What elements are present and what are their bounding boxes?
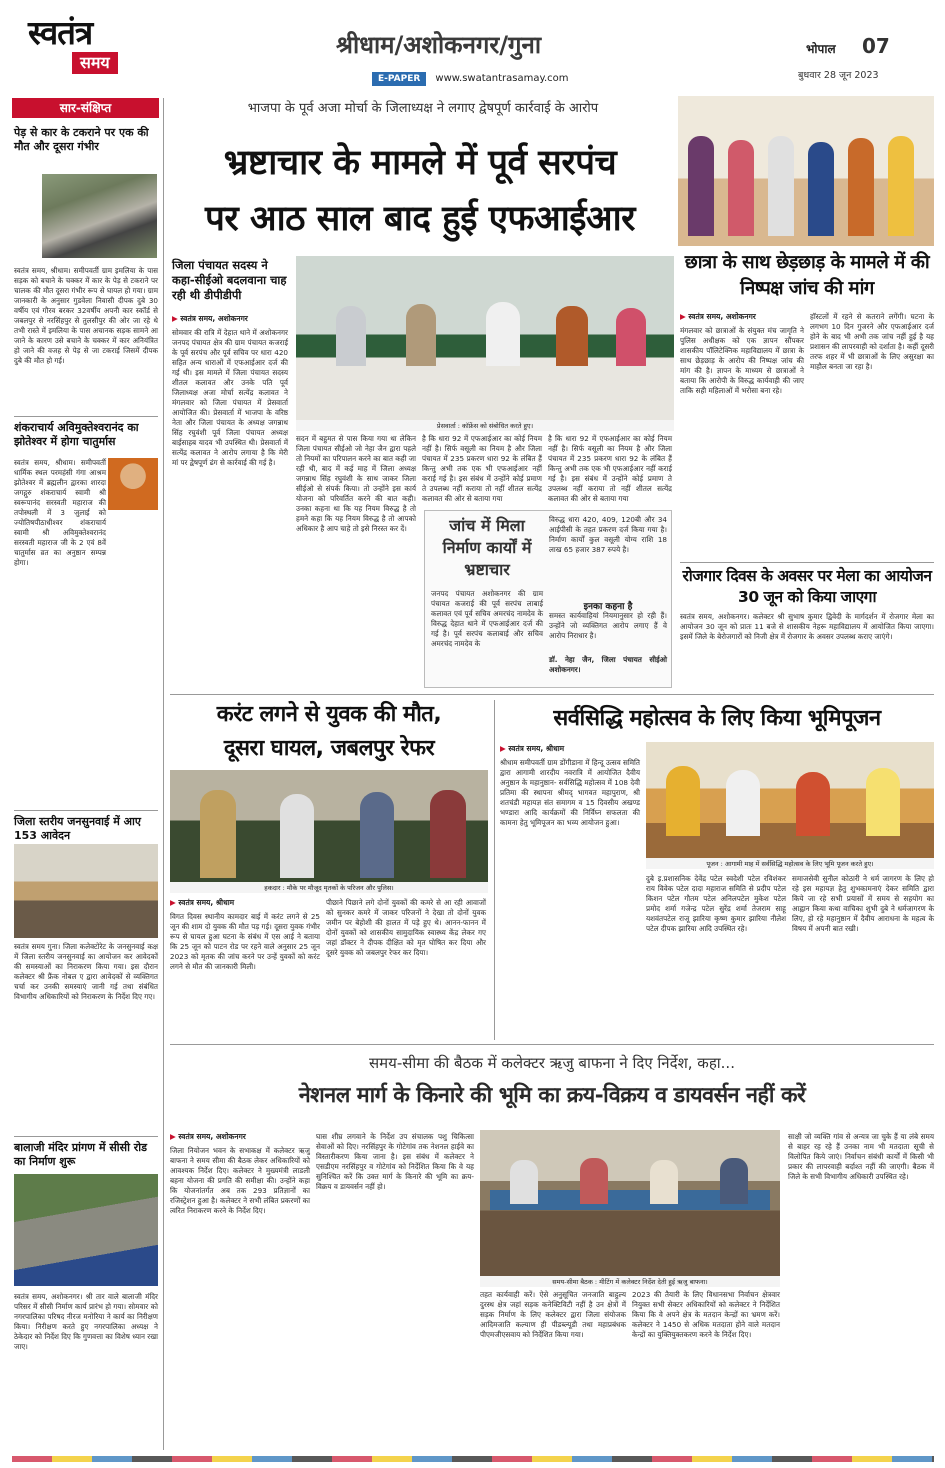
jansunwai-photo (14, 844, 158, 938)
logo-bottom-text: समय (72, 52, 118, 74)
quote-signature: डॉ. नेहा जैन, जिला पंचायत सीईओ अशोकनगर। (549, 655, 667, 674)
current-col2: पीछाने पिछाने लगे दोनों युवकों की कमरे से आ रही आवाजों को सुनकर कमरे में जाकर परिजनों ने देखा तो दोनों युवक जमीन पर बेहोशी की हालत में पड़े हुए थे। आनन-फानन में दोनों युवकों को शासकीय सामुदायिक स्वास्थ्य केंद्र लेकर गए जहां डॉक्टर ने दीपक दीक्षित को मृत घोषित कर दिया और दूसरे युवक को जबलपुर रेफर कर दिया। (326, 898, 486, 957)
city-label: भोपाल (806, 42, 836, 56)
page-info (770, 34, 920, 62)
samay-seema-col2: घास शीघ्र लगवाने के निर्देश उप संचालक पशु चिकित्सा सेवाओं को दिए। नरसिंहपुर के गोटेगांव तक नेशनल हाईवे का विस्तारीकरण किया जाना है। इस संबंध में कलेक्टर ने एसडीएम नरसिंहपुर व गोटेगांव को निर्देशित किया कि वे यह सुनिश्चित करें कि उक्त मार्ग के किनारे की भूमि का क्रय-विक्रय व डायवर्सन नहीं हो। (316, 1132, 474, 1191)
right-top-col2: हॉस्टलों में रहने से कतराने लगेंगी। घटना के लगभग 10 दिन गुजरने और एफआईआर दर्ज होने के बाद भी अभी तक जांच नहीं हुई है यह प्रशासन की लापरवाही को दर्शाता है। कहीं दूसरी तरफ शहर में भी छात्राओं के लिए असुरक्षा का माहौल बनता जा रहा है। (810, 312, 934, 371)
balaji-road-photo (14, 1174, 158, 1286)
samay-seema-col1: जिला नियोजन भवन के सभाकक्ष में कलेक्टर ऋजु बाफना ने समय सीमा की बैठक लेकर अधिकारियों को आवश्यक निर्देश दिए। कलेक्टर ने मुख्यमंत्री लाडली बहना योजना की प्रगति की समीक्षा की। उन्होंने कहा कि योजनांतर्गत अब तक 293 प्रतिज्ञानों का रजिस्ट्रेशन हुआ है। कलेक्टर ने सभी लंबित प्रकरणों का त्वरित निराकरण करने के निर्देश दिए। (170, 1146, 310, 1215)
lead-col2: सदन में बहुमत से पास किया गया था लेकिन जिला पंचायत सीईओ जो नेहा जैन द्वारा पहले तो नियमों का परिपालन करने का बात कही जा रही थी, बाद में कई माह में जिला अध्यक्ष जगन्नाथ सिंह रघुवंशी के साथ जाकर जिला सीईओ से संपर्क किया। तो उन्होंने इस कार्य योजना को परिवर्तित करने की बात कही। उनका कहना था कि यह नियम विरुद्ध है तो हमने कहा कि यह नियम विरुद्ध है तो आपको अधिकार है आप चाहे तो इसे निरस्त कर दें। (296, 434, 416, 533)
current-headline-2: दूसरा घायल, जबलपुर रेफर (223, 736, 435, 761)
samay-seema-byline: ▶ स्वतंत्र समय, अशोकनगर (170, 1132, 310, 1142)
footer-color-strip (12, 1456, 934, 1462)
lead-headline-1: भ्रष्टाचार के मामले में पूर्व सरपंच (223, 143, 617, 183)
logo-top-text: स्वतंत्र (28, 13, 93, 52)
samay-seema-col4: 2023 की तैयारी के लिए विधानसभा निर्वाचन क्षेत्रवार नियुक्त सभी सेक्टर अधिकारियों को कलेक्टर ने निर्देशित किया कि वे अपने क्षेत्र के मतदान केन्द्रों का भ्रमण करें। कलेक्टर ने 1450 से अधिक मतदाता होने वाले मतदान केन्द्रों का युक्तियुक्तकरण करने के निर्देश दिए। (632, 1290, 780, 1339)
sidebar-divider (163, 98, 164, 1450)
samay-seema-kicker: समय-सीमा की बैठक में कलेक्टर ऋजु बाफना ने दिए निर्देश, कहा... (369, 1054, 735, 1072)
shankaracharya-photo (108, 458, 158, 510)
epaper-label: E-PAPER (372, 72, 426, 86)
sidebar-header: सार-संक्षिप्त (12, 98, 159, 118)
lead-col1: सोमवार की रात्रि में देहात थाने में अशोकनगर जनपद पंचायत क्षेत्र की ग्राम पंचायत कजराई के पूर्व सरपंच और पूर्व सचिव पर धारा 420 सहित अन्य धाराओं में एफआईआर दर्ज की गई थी। इस मामले में जिला पंचायत सदस्य शीतल कलावत और उनके पति पूर्व जिलाध्यक्ष अजा मोर्चा सत्येंद्र कलावत ने मंगलवार को जिला पंचायत में प्रेसवार्ता आयोजित की। प्रेसवार्ता में भाजपा के वरिष्ठ नेता और जिला पंचायत के अध्यक्ष जगन्नाथ सिंह रघुवंशी पूर्व जिला पंचायत अध्यक्ष बाईसाहब यादव भी उपस्थित थी। प्रेसवार्ता में सत्येंद्र कलावत ने आरोप लगाया है कि मेरी मां पर द्वेषपूर्ण ढंग से कार्रवाई की गई है। (172, 328, 288, 467)
box-col2: विरुद्ध धारा 420, 409, 120बी और 34 आईपीसी के तहत प्रकरण दर्ज किया गया है। निर्माण कार्यों कुल वसूली योग्य राशि 18 लाख 65 हजार 387 रुपये है। (549, 515, 667, 554)
collector-meeting-caption: समय-सीमा बैठक : मीटिंग में कलेक्टर निर्देश देती हुई ऋजु बाफना। (480, 1276, 780, 1287)
lead-headline-2: पर आठ साल बाद हुई एफआईआर (205, 199, 635, 239)
quote-title: इनका कहना है (583, 602, 633, 612)
collector-meeting-photo (480, 1130, 780, 1276)
right-top-col1: मंगलवार को छात्राओं के संयुक्त मंच जागृति ने पुलिस अधीक्षक को एक ज्ञापन सौंपकर शासकीय पॉलिटेक्निक महाविद्यालय में छात्रा के साथ छेड़छाड़ के आरोप की निष्पक्ष जांच की मांग की है। ज्ञापन के माध्यम से छात्राओं ने बताया कि आरोपी के विरुद्ध कार्यवाही की जाए ताकि सही महिलाओं में भरोसा बना रहे। (680, 326, 804, 395)
sarvasiddhi-byline: ▶ स्वतंत्र समय, श्रीधाम (500, 744, 640, 754)
sidebar-item2-body: स्वतंत्र समय, श्रीधाम। समीपवर्ती धार्मिक स्थल परमहंसी गंगा आश्रम झोतेश्वर में ब्रह्मलीन द्वारका शारदा जगद्गुरु शंकराचार्य स्वामी श्री स्वरूपानंद सरस्वती महाराज की तपोस्थली में 3 जुलाई को ज्योतिषपीठाधीश्वर शंकराचार्य स्वामी श्री अविमुक्तेश्वरानंद सरस्वती महाराज जी के 2 एवं 8वें चातुर्मास व्रत का अनुष्ठान सम्पन्न होगा। (14, 458, 106, 567)
epaper-bar (372, 66, 792, 82)
box-title: जांच में मिला निर्माण कार्यों में भ्रष्टाचार (442, 516, 532, 579)
quote-body: समस्त कार्यवाहियां नियमानुसार हो रही हैं। उन्होंने जो व्यक्तिगत आरोप लगाए हैं वे आरोप निराधार है। (549, 611, 667, 640)
rozgar-divider (680, 562, 934, 563)
sarvasiddhi-col1: श्रीधाम समीपवर्ती ग्राम डोंगीडाना में हिन्दू उत्सव समिति द्वारा आगामी शारदीय नवरात्रि में आयोजित दैवीय अनुष्ठान के महानुष्ठान- सर्वसिद्धि महोत्सव में 108 देवी प्रतिमा की स्थापना श्रीमद् भागवत महापुराण, श्री शतचंडी महायज्ञ संत समागम व 15 दिवसीय अखण्ड भण्डारा आदि कार्यक्रमों की निर्विघ्न सफलता की कामना हेतु भूमिपूजन का भव्य आयोजन हुआ। (500, 758, 640, 827)
edition-title: श्रीधाम/अशोकनगर/गुना (336, 31, 542, 59)
sidebar-item1-body: स्वतंत्र समय, श्रीधाम। समीपवर्ती ग्राम इमलिया के पास सड़क को बचाने के चक्कर में कार के पेड़ से टकराने पर चालक की मौत दूसरा गंभीर रूप से घायल हो गया। ग्राम जानकारी के अनुसार गुडवेला निवासी दीपक दुबे 30 वर्षीय एवं गौरव बरकर 32वर्षीय अपनी कार स्कॉर्ड से जबलपुर से नरसिंहपुर से तुलसीपुर की ओर जा रहे थे तभी रास्ते में इमलिया के पास अचानक सड़क सामने आ जाने के कारण उसे बचाने के चक्कर में कार अनियंत्रित हो जाने की वजह से पेड़ से जा टकराई जिसमें दीपक दुबे की मौत हो गई। (14, 266, 158, 365)
sidebar (12, 98, 159, 1450)
current-col1: विगत दिवस स्थानीय कामदार बाई में करंट लगने से 25 जून की शाम दो युवक की मौत पड़ गई। दूसरा युवक गंभीर रूप से घायल हुआ घटना के संबंध में एस आई ने बताया कि 25 जून को पाटन रोड पर रहने वाले अनुसार 25 जून 2023 को मृतक की जांच करने पर उन्हें युवकों को करंट लगने से मौत की जानकारी मिली। (170, 912, 320, 971)
lead-byline: ▶ स्वतंत्र समय, अशोकनगर (172, 314, 288, 324)
lead-col4: है कि धारा 92 में एफआईआर का कोई नियम नहीं है। सिर्फ वसूली का नियम है और जिला पंचायत में 235 प्रकरण धारा 92 के लंबित हैं किन्तु अभी तक एक भी एफआईआर नहीं कराई गई है। इस संबंध में उन्होंने कोई प्रमाण ते उपलब्ध नहीं कराया तो नहीं शीतल सत्येंद्र कलावत की ओर से बताया गया (548, 434, 672, 503)
sidebar-item3-body: स्वतंत्र समय गुना। जिला कलेक्टोरेट के जनसुनवाई कक्ष में जिला स्तरीय जनसुनवाई का आयोजन कर आवेदकों की समस्याओं का निराकरण किया गया। इस दौरान कलेक्टर श्री फ्रैंक नोबल ए द्वारा आवेदकों से व्यक्तिगत चर्चा कर उनकी समस्याएं जानी गई तथा संबंधित विभागीय अधिकारियों को निराकरण के निर्देश दिए गए। (14, 942, 158, 1001)
lower-divider (170, 1044, 934, 1045)
sarvasiddhi-col2: दुबे इ.प्रशासनिक देवेंद्र पटेल स्वदेशी पटेल रविशंकर राय विवेक पटेल दादा महाराज समिति से प्रदीप पटेल किशन पटेल गौतम पटेल अनिलपटेल मुकेश पटेल प्रमोद शर्मा गजेन्द्र पटेल सुरेंद्र शर्मा तेजराम साहू यशवंतपटेल राजू झारिया कृष्ण कुमार झारिया नीलेश पटेल दीपक झारिया आदि उपस्थित रहे। (646, 874, 786, 933)
sidebar-item3-title: जिला स्तरीय जनसुनवाई में आए 153 आवेदन (14, 810, 158, 843)
bhoomipujan-photo (646, 742, 934, 858)
right-top-byline: ▶ स्वतंत्र समय, अशोकनगर (680, 312, 804, 322)
current-headline-1: करंट लगने से युवक की मौत, (216, 702, 442, 727)
accident-scene-photo (170, 770, 488, 882)
sidebar-item4-body: स्वतंत्र समय, अशोकनगर। श्री तार वाले बालाजी मंदिर परिसर में सीसी निर्माण कार्य प्रारंभ हो गया। सोमवार को नगरपालिका परिषद नीरज मनोरिया ने कार्य का निरीक्षण किया। निरीक्षण करते हुए नगरपालिका अध्यक्ष ने ठेकेदार को निर्देश दिए कि गुणवत्ता का विशेष ध्यान रखा जाए। (14, 1292, 158, 1351)
current-sarvasiddhi-divider (494, 700, 495, 1040)
website-link[interactable]: www.swatantrasamay.com (435, 73, 569, 84)
newspaper-logo (28, 14, 158, 80)
corruption-box (424, 510, 672, 688)
current-byline: ▶ स्वतंत्र समय, श्रीधाम (170, 898, 320, 908)
press-conference-caption: प्रेसवार्ता : कॉफ्रेंस को संबोधित करते हुए। (296, 420, 674, 431)
sidebar-item2-body-cont (14, 518, 158, 806)
accident-caption: हकदार : मौके पर मौजूद मृतकों के परिजन और पुलिस। (170, 882, 488, 893)
lead-col3: है कि धारा 92 में एफआईआर का कोई नियम नहीं है। सिर्फ वसूली का नियम है और जिला पंचायत में 235 प्रकरण धारा 92 के लंबित हैं किन्तु अभी तक एक भी एफआईआर नहीं कराई गई है। इस संबंध में उन्होंने कोई प्रमाण ते उपलब्ध नहीं कराया तो नहीं शीतल सत्येंद्र कलावत की ओर से बताया गया (422, 434, 542, 503)
rozgar-body: स्वतंत्र समय, अशोकनगर। कलेक्टर श्री सुभाष कुमार द्विवेदी के मार्गदर्शन में रोजगार मेला का आयोजन 30 जून को प्रातः 11 बजे से शासकीय नेहरू महाविद्यालय में आयोजित किया जाएगा। इसमें जिले के बेरोजगारों को निजी क्षेत्र में रोजगार के अवसर उपलब्ध कराए जाएंगे। (680, 612, 934, 641)
masthead (0, 0, 945, 90)
samay-seema-col3: तहत कार्यवाही करें। ऐसे अनुसूचित जनजाति बाहुल्य दुरस्थ क्षेत्र जहां सड़क कनेक्टिविटी नहीं है उन क्षेत्रों में सड़क निर्माण के लिए कलेक्टर द्वारा जिला संयोजक आदिमजाति कल्याण ही पीडब्ल्यूडी तथा महाप्रबंधक पीएमजीएसवाय को निर्देशित किया गया। (480, 1290, 626, 1339)
rozgar-headline: रोजगार दिवस के अवसर पर मेला का आयोजन 30 जून को किया जाएगा (682, 567, 932, 606)
box-body: जनपद पंचायत अशोकनगर की ग्राम पंचायत कजराई की पूर्व सरपंच लाबाई कलावत एवं पूर्व सचिव अमरचंद नामदेव के विरुद्ध देहात थाने में एफआईआर दर्ज की गई है। पूर्व सरपंच कलाबाई और सचिव अमरचंद नामदेव के (431, 589, 543, 648)
page-date: बुधवार 28 जून 2023 (798, 70, 879, 81)
samay-seema-headline: नेशनल मार्ग के किनारे की भूमि का क्रय-विक्रय व डायवर्सन नहीं करें (298, 1083, 806, 1108)
press-conference-photo (296, 256, 674, 420)
page-number: 07 (862, 34, 890, 58)
mid-divider (170, 694, 934, 695)
students-memorandum-photo (678, 96, 934, 246)
sidebar-item4-title: बालाजी मंदिर प्रांगण में सीसी रोड का निर्माण शुरू (14, 1136, 158, 1169)
sarvasiddhi-headline: सर्वसिद्धि महोत्सव के लिए किया भूमिपूजन (553, 706, 881, 731)
car-crash-photo (42, 174, 157, 258)
sidebar-item1-title: पेड़ से कार के टकराने पर एक की मौत और दूसरा गंभीर (14, 126, 149, 153)
sarvasiddhi-col3: समाजसेवी सुनील कोठारी ने धर्म जागरण के लिए हो रहे इस महायज्ञ हेतु शुभकामनाएं देकर समिति द्वारा किये जा रहे सभी प्रयासों में समय से सहयोग का आह्वान किया कथा वाचिका शुभी दुबे ने धर्मजागरण के लिए, हो रहे महानुष्ठान में दैवीय आराधना के महत्व के विषय में अपनी बात रखी। (792, 874, 934, 933)
right-top-headline: छात्रा के साथ छेड़छाड़ के मामले में की निष्पक्ष जांच की मांग (684, 252, 930, 299)
samay-seema-col5: साक्षी जो व्यक्ति गांव से अन्यत्र जा चुके हैं या लंबे समय से बाहर रह रहे हैं उनका नाम भी मतदाता सूची से विलोपित किये जाएं। निर्वाचन संबंधी कार्यों में किसी भी प्रकार की लापरवाही बर्दाश्त नहीं की जाएगी। बैठक में जिले के सभी विभागीय अधिकारी उपस्थित रहे। (788, 1132, 934, 1181)
sidebar-item2-title: शंकराचार्य अविमुक्तेश्वरानंद का झोतेश्वर में होगा चातुर्मास (14, 416, 158, 449)
lead-kicker: भाजपा के पूर्व अजा मोर्चा के जिलाध्यक्ष ने लगाए द्वेषपूर्ण कार्रवाई के आरोप (247, 101, 599, 116)
bhoomipujan-caption: पूजन : आगामी माह में सर्वसिद्धि महोत्सव के लिए भूमि पूजन करते हुए। (646, 858, 934, 869)
lead-subhead: जिला पंचायत सदस्य ने कहा-सीईओ बदलवाना चाह रही थी डीपीडीपी (172, 258, 287, 302)
